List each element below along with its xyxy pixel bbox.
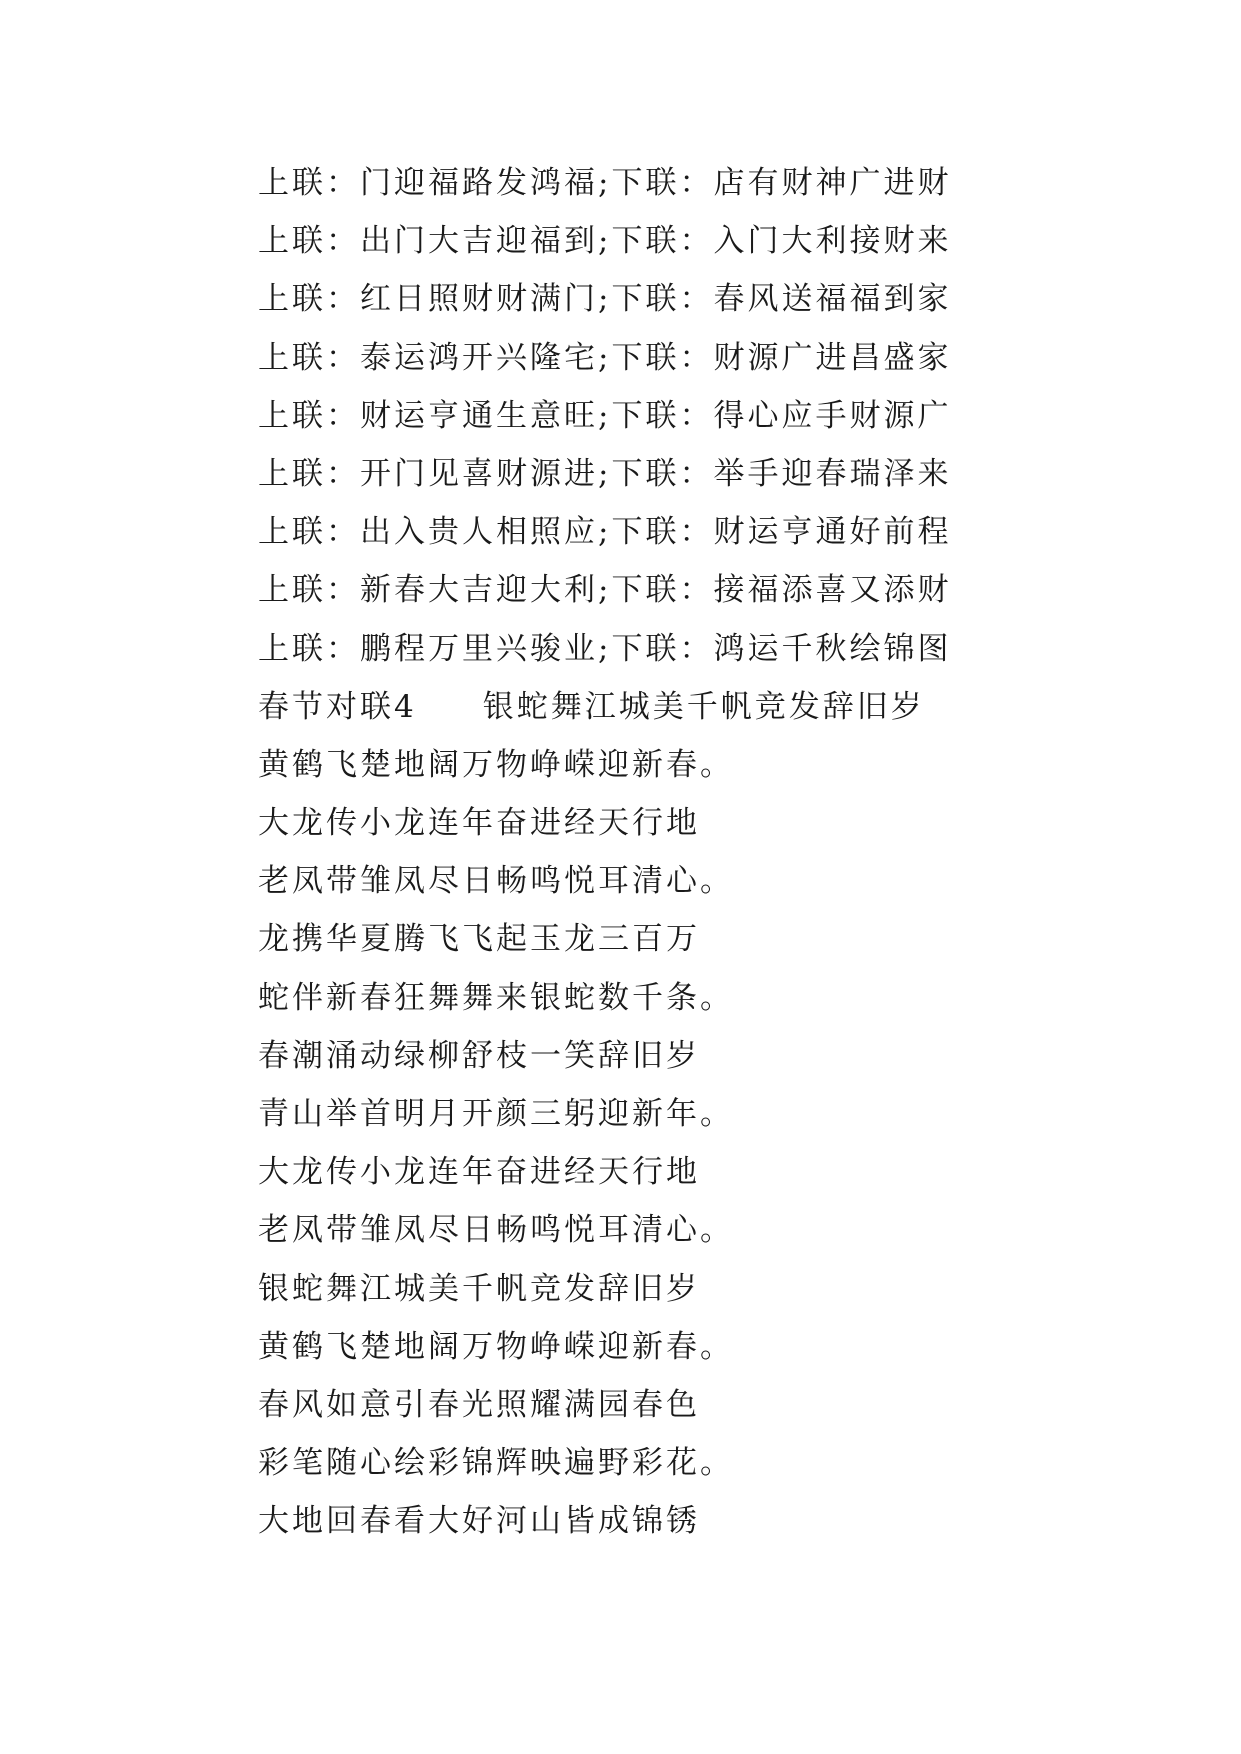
couplet-line: 上联：新春大吉迎大利;下联：接福添喜又添财	[258, 572, 952, 609]
poem-line: 黄鹤飞楚地阔万物峥嵘迎新春。	[258, 746, 734, 783]
poem-line: 银蛇舞江城美千帆竞发辞旧岁	[258, 1270, 700, 1307]
couplet-line: 上联：出门大吉迎福到;下联：入门大利接财来	[258, 223, 952, 260]
couplet-line: 上联：泰运鸿开兴隆宅;下联：财源广进昌盛家	[258, 339, 952, 376]
couplet-line: 上联：出入贵人相照应;下联：财运亨通好前程	[258, 514, 952, 551]
poem-line: 春潮涌动绿柳舒枝一笑辞旧岁	[258, 1037, 700, 1074]
section-title: 春节对联4	[258, 688, 417, 725]
poem-line: 蛇伴新春狂舞舞来银蛇数千条。	[258, 979, 734, 1016]
couplet-line: 上联：红日照财财满门;下联：春风送福福到家	[258, 281, 952, 318]
couplet-line: 上联：门迎福路发鸿福;下联：店有财神广进财	[258, 165, 952, 201]
section-first-line: 银蛇舞江城美千帆竞发辞旧岁	[482, 688, 925, 725]
document-body	[258, 154, 1018, 1551]
poem-line: 彩笔随心绘彩锦辉映遍野彩花。	[258, 1445, 734, 1482]
couplet-line: 上联：鹏程万里兴骏业;下联：鸿运千秋绘锦图	[258, 630, 952, 667]
poem-line: 黄鹤飞楚地阔万物峥嵘迎新春。	[258, 1328, 734, 1365]
poem-line: 老凤带雏凤尽日畅鸣悦耳清心。	[258, 863, 734, 900]
poem-line: 大龙传小龙连年奋进经天行地	[258, 805, 700, 842]
poem-line: 大地回春看大好河山皆成锦锈	[258, 1503, 700, 1540]
section-heading-line	[258, 678, 1018, 736]
poem-line: 龙携华夏腾飞飞起玉龙三百万	[258, 921, 700, 958]
poem-line: 春风如意引春光照耀满园春色	[258, 1386, 700, 1423]
couplet-line: 上联：财运亨通生意旺;下联：得心应手财源广	[258, 397, 952, 434]
poem-line: 青山举首明月开颜三躬迎新年。	[258, 1096, 734, 1132]
poem-line: 大龙传小龙连年奋进经天行地	[258, 1154, 700, 1191]
poem-line: 老凤带雏凤尽日畅鸣悦耳清心。	[258, 1212, 734, 1249]
couplet-line: 上联：开门见喜财源进;下联：举手迎春瑞泽来	[258, 455, 952, 492]
